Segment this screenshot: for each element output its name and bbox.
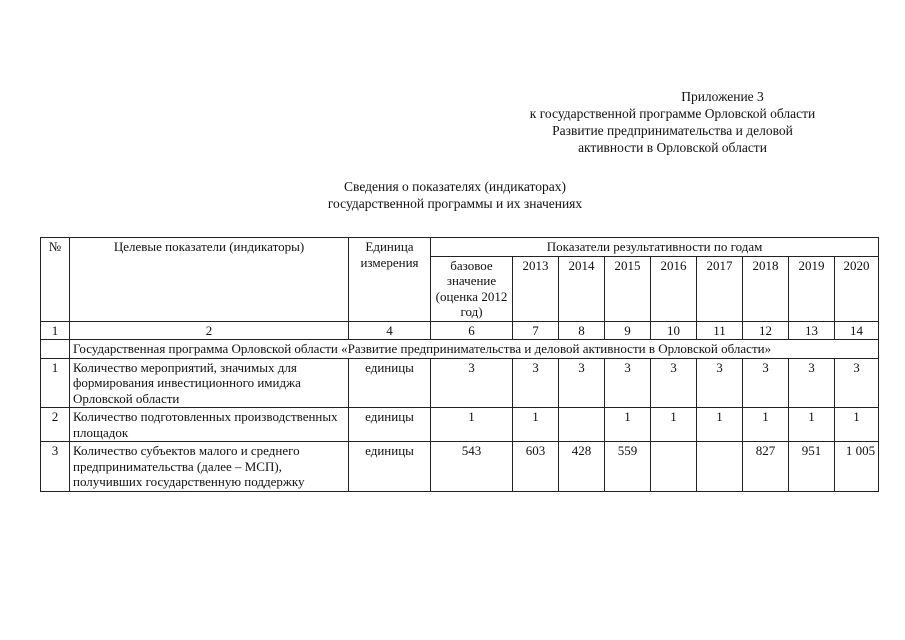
row-value: 3 bbox=[743, 358, 789, 408]
title-line: Сведения о показателях (индикаторах) bbox=[344, 179, 566, 194]
column-number: 1 bbox=[41, 321, 70, 340]
column-number: 9 bbox=[605, 321, 651, 340]
row-value: 603 bbox=[513, 442, 559, 492]
row-value: 1 bbox=[835, 408, 879, 442]
row-unit: единицы bbox=[349, 442, 431, 492]
column-number: 13 bbox=[789, 321, 835, 340]
header-year: 2017 bbox=[697, 256, 743, 321]
header-unit: Единица измерения bbox=[349, 238, 431, 322]
row-number: 1 bbox=[41, 358, 70, 408]
row-value: 1 bbox=[605, 408, 651, 442]
row-value: 1 bbox=[743, 408, 789, 442]
column-number: 2 bbox=[70, 321, 349, 340]
row-value: 1 bbox=[513, 408, 559, 442]
row-value bbox=[651, 442, 697, 492]
row-unit: единицы bbox=[349, 358, 431, 408]
row-value bbox=[559, 408, 605, 442]
column-number: 14 bbox=[835, 321, 879, 340]
column-numbers-row bbox=[41, 321, 879, 340]
row-value: 559 bbox=[605, 442, 651, 492]
header-year: 2016 bbox=[651, 256, 697, 321]
row-value: 1 bbox=[789, 408, 835, 442]
row-value bbox=[697, 442, 743, 492]
row-value: 543 bbox=[431, 442, 513, 492]
header-year: 2014 bbox=[559, 256, 605, 321]
indicators-table bbox=[40, 237, 879, 492]
appendix-line: Развитие предпринимательства и деловой bbox=[552, 123, 793, 138]
column-number: 11 bbox=[697, 321, 743, 340]
column-number: 6 bbox=[431, 321, 513, 340]
row-unit: единицы bbox=[349, 408, 431, 442]
row-value: 1 bbox=[431, 408, 513, 442]
header-year: 2019 bbox=[789, 256, 835, 321]
row-number: 3 bbox=[41, 442, 70, 492]
row-value: 1 bbox=[651, 408, 697, 442]
table-row bbox=[41, 442, 879, 492]
row-value: 3 bbox=[789, 358, 835, 408]
document-title bbox=[280, 178, 630, 212]
row-indicator-name: Количество мероприятий, значимых для формирования инвестиционного имиджа Орловской области bbox=[70, 358, 349, 408]
header-group: Показатели результативности по годам bbox=[431, 238, 879, 257]
row-value: 1 005 bbox=[835, 442, 879, 492]
column-number: 4 bbox=[349, 321, 431, 340]
table-row bbox=[41, 358, 879, 408]
column-number: 7 bbox=[513, 321, 559, 340]
program-row-title: Государственная программа Орловской области «Развитие предпринимательства и деловой активности в Орловской области» bbox=[70, 340, 879, 359]
row-value: 3 bbox=[651, 358, 697, 408]
column-number: 8 bbox=[559, 321, 605, 340]
row-number: 2 bbox=[41, 408, 70, 442]
table-row bbox=[41, 408, 879, 442]
row-value: 3 bbox=[835, 358, 879, 408]
row-value: 1 bbox=[697, 408, 743, 442]
column-number: 10 bbox=[651, 321, 697, 340]
appendix-line: к государственной программе Орловской области bbox=[529, 106, 816, 121]
appendix-line: Приложение 3 bbox=[681, 89, 764, 104]
row-indicator-name: Количество субъектов малого и среднего предпринимательства (далее – МСП), получивших государственную поддержку bbox=[70, 442, 349, 492]
program-row bbox=[41, 340, 879, 359]
row-value: 3 bbox=[697, 358, 743, 408]
header-year: 2018 bbox=[743, 256, 789, 321]
row-value: 827 bbox=[743, 442, 789, 492]
row-value: 3 bbox=[605, 358, 651, 408]
row-value: 3 bbox=[559, 358, 605, 408]
appendix-line: активности в Орловской области bbox=[578, 140, 767, 155]
row-value: 428 bbox=[559, 442, 605, 492]
header-indicator: Целевые показатели (индикаторы) bbox=[70, 238, 349, 322]
row-value: 3 bbox=[513, 358, 559, 408]
header-row bbox=[41, 238, 879, 257]
title-line: государственной программы и их значениях bbox=[327, 196, 583, 211]
row-indicator-name: Количество подготовленных производственных площадок bbox=[70, 408, 349, 442]
header-base: базовое значение (оценка 2012 год) bbox=[431, 256, 513, 321]
header-no: № bbox=[41, 238, 70, 322]
header-year: 2020 bbox=[835, 256, 879, 321]
header-year: 2013 bbox=[513, 256, 559, 321]
header-year: 2015 bbox=[605, 256, 651, 321]
program-row-blank bbox=[41, 340, 70, 359]
row-value: 951 bbox=[789, 442, 835, 492]
row-value: 3 bbox=[431, 358, 513, 408]
column-number: 12 bbox=[743, 321, 789, 340]
appendix-note bbox=[500, 88, 845, 156]
